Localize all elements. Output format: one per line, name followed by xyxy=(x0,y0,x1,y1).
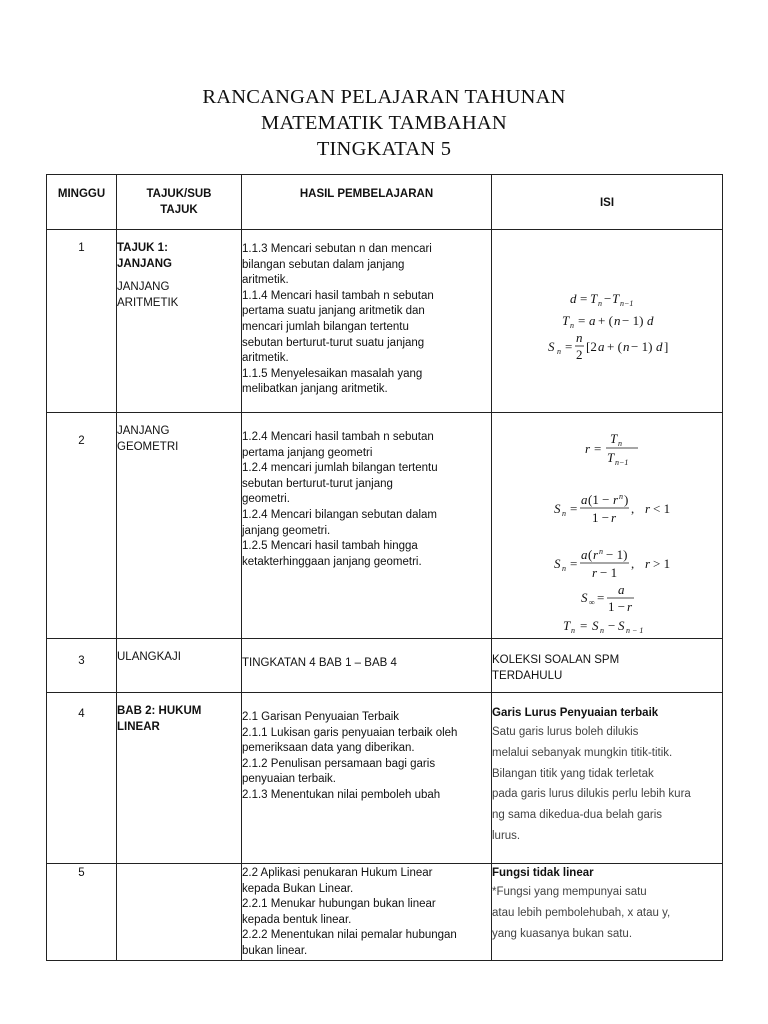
content-line: ng sama dikedua-dua belah garis xyxy=(492,809,663,822)
outcome-line: 2.1.1 Lukisan garis penyuaian terbaik oleh xyxy=(242,726,458,739)
table-row xyxy=(47,639,723,693)
svg-text:− 1): − 1) xyxy=(606,547,628,562)
svg-text:,: , xyxy=(631,501,635,516)
svg-text:+ (: + ( xyxy=(598,313,613,328)
title-line-1: RANCANGAN PELAJARAN TAHUNAN xyxy=(202,86,566,108)
content-line: Satu garis lurus boleh dilukis xyxy=(492,726,639,738)
svg-text:=: = xyxy=(597,590,605,605)
svg-text:< 1: < 1 xyxy=(653,501,671,516)
outcome-line: 2.1 Garisan Penyuaian Terbaik xyxy=(242,711,400,723)
outcome-line: 2.2.1 Menukar hubungan bukan linear xyxy=(242,898,436,911)
topic-heading-1: BAB 2: HUKUM xyxy=(117,705,202,717)
week-number: 1 xyxy=(78,242,85,254)
svg-text:+ (: + ( xyxy=(607,339,622,354)
outcome-line: 1.2.4 Mencari hasil tambah n sebutan xyxy=(242,431,434,443)
svg-text:− 1): − 1) xyxy=(622,313,644,328)
outcome-line: ketakterhinggaan janjang geometri. xyxy=(242,555,422,568)
formula-common-difference xyxy=(570,291,633,308)
outcome-line: kepada bentuk linear. xyxy=(242,913,352,926)
outcome-line: bukan linear. xyxy=(242,944,308,957)
svg-text:− 1: − 1 xyxy=(600,565,618,580)
outcome-line: 1.2.4 mencari jumlah bilangan tertentu xyxy=(242,462,438,475)
svg-text:r: r xyxy=(585,441,591,456)
arithmetic-formulas xyxy=(492,230,723,362)
svg-text:2: 2 xyxy=(576,347,583,362)
svg-text:n−1: n−1 xyxy=(620,299,634,308)
outcome-line: 1.1.5 Menyelesaikan masalah yang xyxy=(242,367,423,380)
subtopic-line-1: JANJANG xyxy=(117,425,170,437)
svg-text:r: r xyxy=(645,501,651,516)
svg-text:S: S xyxy=(554,501,561,516)
svg-text:=: = xyxy=(578,313,586,328)
outcome-line: 1.2.5 Mencari hasil tambah hingga xyxy=(242,540,418,553)
svg-text:=: = xyxy=(580,618,588,633)
svg-text:T: T xyxy=(610,431,618,446)
content-heading: Garis Lurus Penyuaian terbaik xyxy=(492,707,659,719)
week-number: 4 xyxy=(78,708,85,720)
svg-text:n: n xyxy=(619,492,623,501)
svg-text:a: a xyxy=(598,339,605,354)
week-number: 2 xyxy=(78,435,85,447)
header-tajuk-line-1: TAJUK/SUB xyxy=(146,188,212,200)
header-hasil-label: HASIL PEMBELAJARAN xyxy=(299,188,434,200)
svg-text:a: a xyxy=(581,492,588,507)
svg-text:,: , xyxy=(631,556,635,571)
svg-text:n: n xyxy=(598,299,602,308)
svg-text:n: n xyxy=(571,626,575,635)
svg-text:n − 1: n − 1 xyxy=(626,626,644,635)
svg-text:=: = xyxy=(594,441,602,456)
outcome-line: 1.1.4 Mencari hasil tambah n sebutan xyxy=(242,289,434,302)
content-line: TERDAHULU xyxy=(492,669,563,682)
svg-text:T: T xyxy=(590,291,598,306)
row-5-minggu xyxy=(47,864,117,961)
row-1-hasil xyxy=(242,230,492,413)
svg-text:r: r xyxy=(592,565,598,580)
row-3-isi xyxy=(492,639,723,693)
row-2-tajuk xyxy=(117,413,242,639)
svg-text:a: a xyxy=(581,547,588,562)
formula-term-from-sums xyxy=(563,618,643,635)
table-row xyxy=(47,693,723,864)
header-minggu xyxy=(47,175,117,230)
subtopic-line-2: GEOMETRI xyxy=(117,440,179,453)
svg-text:r: r xyxy=(613,492,619,507)
svg-text:n: n xyxy=(623,339,630,354)
svg-text:n: n xyxy=(576,330,583,345)
subtopic-line-1: JANJANG xyxy=(117,281,170,294)
outcome-line: 2.1.3 Menentukan nilai pemboleh ubah xyxy=(242,788,441,801)
svg-text:n−1: n−1 xyxy=(615,458,629,467)
svg-text:T: T xyxy=(607,450,615,465)
svg-text:n: n xyxy=(562,509,566,518)
outcome-line: kepada Bukan Linear. xyxy=(242,882,354,895)
row-3-hasil xyxy=(242,639,492,693)
row-5-isi xyxy=(492,864,723,961)
svg-text:1 −: 1 − xyxy=(608,599,626,614)
formula-nth-term xyxy=(562,313,654,330)
svg-text:T: T xyxy=(562,313,570,328)
topic-heading-2: LINEAR xyxy=(117,720,160,733)
title-line-2: MATEMATIK TAMBAHAN xyxy=(261,112,507,134)
svg-text:a: a xyxy=(589,313,596,328)
svg-text:n: n xyxy=(600,626,604,635)
formula-sum-r-less-1 xyxy=(554,492,670,525)
outcome-line: pemeriksaan data yang diberikan. xyxy=(242,742,415,755)
svg-text:S: S xyxy=(548,339,555,354)
outcome-line: sebutan berturut-turut suatu janjang xyxy=(242,336,425,349)
row-1-tajuk xyxy=(117,230,242,413)
outcome-line: pertama janjang geometri xyxy=(242,446,373,459)
outcome-line: sebutan berturut-turut janjang xyxy=(242,477,393,490)
svg-text:− 1): − 1) xyxy=(631,339,653,354)
title-line-3: TINGKATAN 5 xyxy=(316,138,452,160)
svg-text:r: r xyxy=(645,556,651,571)
svg-text:T: T xyxy=(612,291,620,306)
row-5-hasil xyxy=(242,864,492,961)
formula-common-ratio xyxy=(585,431,638,467)
row-2-isi xyxy=(492,413,723,639)
svg-text:n: n xyxy=(570,321,574,330)
svg-text:[2: [2 xyxy=(586,339,597,354)
row-3-minggu xyxy=(47,639,117,693)
content-line: Bilangan titik yang tidak terletak xyxy=(492,767,654,780)
svg-text:d: d xyxy=(647,313,654,328)
svg-text:> 1: > 1 xyxy=(653,556,671,571)
outcome-line: 2.2.2 Menentukan nilai pemalar hubungan xyxy=(242,929,457,942)
topic-heading-1: TAJUK 1: xyxy=(117,242,168,254)
svg-text:d: d xyxy=(656,339,663,354)
lesson-plan-table xyxy=(46,174,723,961)
content-line: pada garis lurus dilukis perlu lebih kura xyxy=(492,788,691,801)
row-4-isi xyxy=(492,693,723,864)
outcome-line: 2.2 Aplikasi penukaran Hukum Linear xyxy=(242,867,433,879)
svg-text:r: r xyxy=(627,599,633,614)
svg-text:n: n xyxy=(599,547,603,556)
document-title xyxy=(0,84,768,162)
svg-text:n: n xyxy=(614,313,621,328)
outcome-line: pertama suatu janjang aritmetik dan xyxy=(242,305,425,318)
svg-text:=: = xyxy=(570,501,578,516)
outcome-line: aritmetik. xyxy=(242,352,289,365)
subtopic-line-2: ARITMETIK xyxy=(117,296,179,309)
row-2-minggu xyxy=(47,413,117,639)
svg-text:r: r xyxy=(593,547,599,562)
table-row xyxy=(47,413,723,639)
outcome-line: mencari jumlah bilangan tertentu xyxy=(242,320,409,333)
svg-text:a: a xyxy=(618,582,625,597)
svg-text:=: = xyxy=(570,556,578,571)
row-4-hasil xyxy=(242,693,492,864)
outcome-line: melibatkan janjang aritmetik. xyxy=(242,383,388,396)
outcome-line: TINGKATAN 4 BAB 1 – BAB 4 xyxy=(242,657,397,669)
formula-sum-arithmetic xyxy=(548,330,668,362)
svg-text:S: S xyxy=(581,590,588,605)
header-tajuk xyxy=(117,175,242,230)
week-number: 3 xyxy=(78,655,85,667)
svg-text:1 −: 1 − xyxy=(592,510,610,525)
svg-text:]: ] xyxy=(664,339,669,354)
svg-text:−: − xyxy=(604,291,612,306)
content-heading: Fungsi tidak linear xyxy=(492,867,594,879)
svg-text:(1 −: (1 − xyxy=(588,492,610,507)
content-line: melalui sebanyak mungkin titik-titik. xyxy=(492,746,673,759)
outcome-line: 1.2.4 Mencari bilangan sebutan dalam xyxy=(242,508,437,521)
outcome-line: 1.1.3 Mencari sebutan n dan mencari xyxy=(242,243,432,255)
content-line: KOLEKSI SOALAN SPM xyxy=(492,654,620,666)
svg-text:n: n xyxy=(618,439,622,448)
svg-text:(: ( xyxy=(588,547,593,562)
row-1-minggu xyxy=(47,230,117,413)
content-line: atau lebih pembolehubah, x atau y, xyxy=(492,906,671,919)
outcome-line: janjang geometri. xyxy=(242,524,331,537)
svg-text:r: r xyxy=(611,510,617,525)
svg-text:S: S xyxy=(554,556,561,571)
svg-text:−: − xyxy=(608,618,616,633)
row-2-hasil xyxy=(242,413,492,639)
content-line: yang kuasanya bukan satu. xyxy=(492,927,633,940)
content-line: lurus. xyxy=(492,829,521,842)
content-line: *Fungsi yang mempunyai satu xyxy=(492,886,647,898)
row-3-tajuk xyxy=(117,639,242,693)
header-row xyxy=(47,175,723,230)
geometric-formulas xyxy=(492,413,723,637)
outcome-line: geometri. xyxy=(242,493,290,506)
outcome-line: bilangan sebutan dalam janjang xyxy=(242,258,405,271)
table-row xyxy=(47,230,723,413)
header-isi-label: ISI xyxy=(599,197,615,209)
row-4-tajuk xyxy=(117,693,242,864)
row-5-tajuk xyxy=(117,864,242,961)
svg-text:∞: ∞ xyxy=(589,598,595,607)
topic-heading-2: JANJANG xyxy=(117,257,172,270)
header-hasil xyxy=(242,175,492,230)
outcome-line: 2.1.2 Penulisan persamaan bagi garis xyxy=(242,757,436,770)
row-1-isi xyxy=(492,230,723,413)
header-isi xyxy=(492,175,723,230)
row-4-minggu xyxy=(47,693,117,864)
header-minggu-label: MINGGU xyxy=(57,188,106,200)
svg-text:): ) xyxy=(624,492,629,507)
svg-text:d: d xyxy=(570,291,577,306)
formula-sum-r-greater-1 xyxy=(554,547,670,580)
outcome-line: penyuaian terbaik. xyxy=(242,773,336,786)
formula-sum-infinity xyxy=(581,582,634,614)
svg-text:n: n xyxy=(562,564,566,573)
week-number: 5 xyxy=(78,867,85,879)
svg-text:S: S xyxy=(592,618,599,633)
svg-text:=: = xyxy=(565,339,573,354)
header-tajuk-line-2: TAJUK xyxy=(160,203,198,216)
outcome-line: aritmetik. xyxy=(242,274,289,287)
svg-text:=: = xyxy=(580,291,588,306)
topic-revision: ULANGKAJI xyxy=(117,651,181,663)
svg-text:S: S xyxy=(618,618,625,633)
svg-text:n: n xyxy=(557,347,561,356)
svg-text:T: T xyxy=(563,618,571,633)
table-row xyxy=(47,864,723,961)
